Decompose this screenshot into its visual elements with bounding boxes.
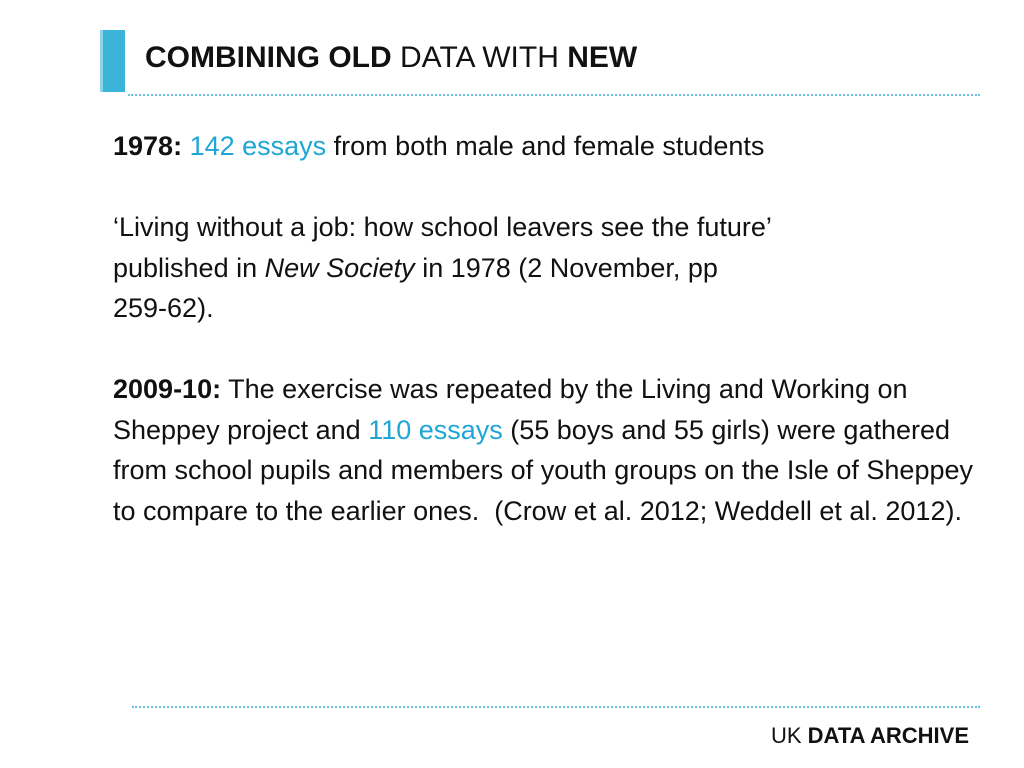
page-title bbox=[145, 41, 637, 75]
footer-prefix: UK bbox=[770, 723, 808, 748]
footer-brand: DATA ARCHIVE bbox=[807, 723, 969, 748]
title-accent-bar bbox=[103, 30, 125, 92]
paragraph-2009-text-1: The exercise was repeated by the Living and Working on Sheppey project and bbox=[113, 374, 908, 445]
essay-count-1978: 142 essays bbox=[189, 131, 327, 161]
title-bold-old: COMBINING OLD bbox=[145, 41, 392, 74]
paragraph-1978-text: from both male and female students bbox=[326, 131, 765, 161]
paragraph-2009 bbox=[113, 369, 981, 531]
year-1978: 1978: bbox=[113, 131, 183, 161]
article-title: ‘Living without a job: how school leavers see the future’ bbox=[113, 212, 772, 242]
paragraph-publication bbox=[113, 207, 973, 329]
bottom-divider bbox=[132, 706, 980, 708]
paragraph-2009-text-2: (55 boys and 55 girls) were gathered from school pupils and members of youth groups on the Isle of Sheppey to compare to the earlier ones. (Crow et al. 2012; Weddell et al. 2012). bbox=[113, 414, 981, 526]
journal-name: New Society bbox=[264, 252, 415, 283]
top-divider bbox=[128, 94, 980, 96]
year-2009: 2009-10: bbox=[113, 374, 222, 404]
paragraph-1978 bbox=[113, 126, 973, 167]
essay-count-2009: 110 essays bbox=[368, 414, 503, 445]
page-range: 259-62). bbox=[113, 293, 214, 323]
footer-logo-text bbox=[771, 723, 969, 749]
title-bold-new: NEW bbox=[567, 41, 638, 74]
published-in-text: published in bbox=[113, 252, 265, 283]
publication-date: in 1978 (2 November, pp bbox=[414, 252, 718, 283]
title-regular: DATA WITH bbox=[391, 41, 568, 74]
slide-body bbox=[113, 126, 981, 531]
